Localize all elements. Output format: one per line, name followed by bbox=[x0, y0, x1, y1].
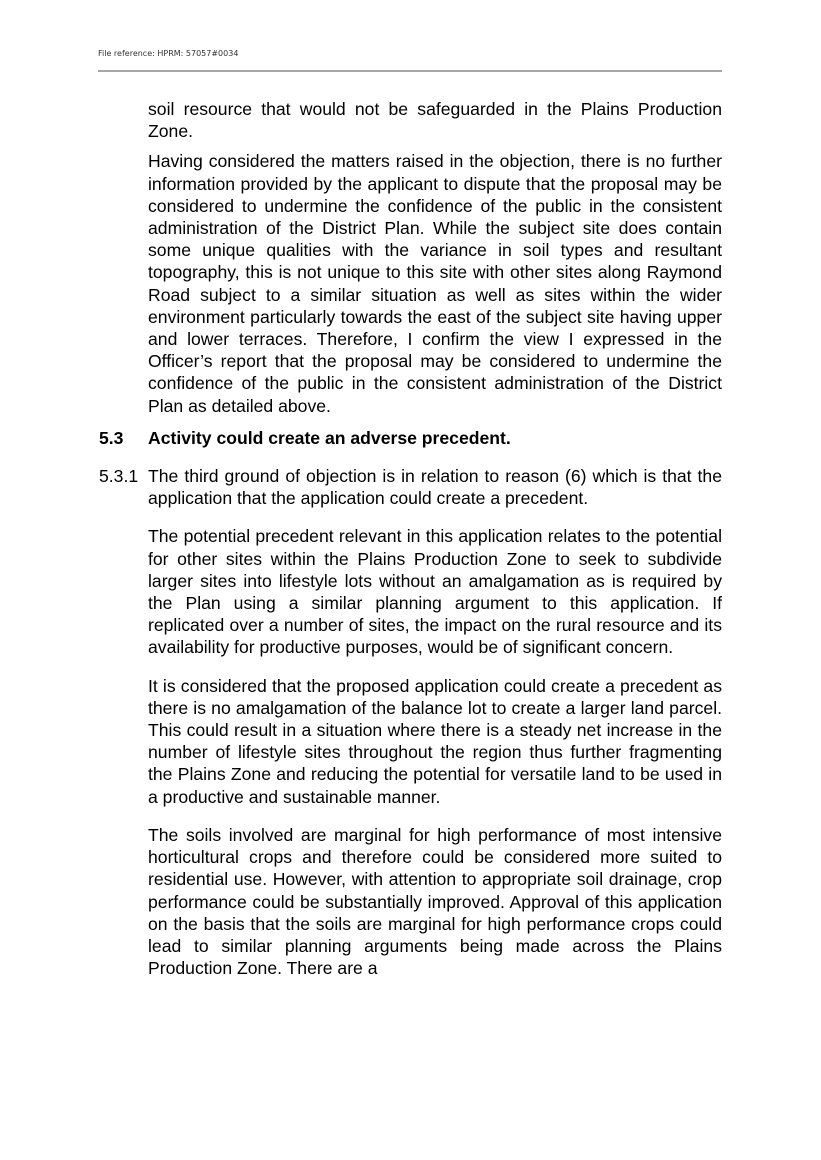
subsection-number: 5.3.1 bbox=[99, 466, 139, 487]
section-title: Activity could create an adverse precedent. bbox=[148, 427, 511, 448]
paragraph-considered-matters: Having considered the matters raised in the objection, there is no further information provided by the applicant to dispute that the proposal may be considered to undermine the confidence of the public in the consistent administration of the District Plan. While the subject site does contain some unique qualities with the variance in soil types and resultant topography, this is not unique to this site with other sites along Raymond Road subject to a similar situation as well as sites within the wider environment particularly towards the east of the subject site having upper and lower terraces. Therefore, I confirm the view I expressed in the Officer’s report that the proposal may be considered to undermine the confidence of the public in the consistent administration of the District Plan as detailed above. bbox=[148, 151, 722, 416]
paragraph-potential-precedent: The potential precedent relevant in this application relates to the potential for other sites within the Plains Production Zone to seek to subdivide larger sites into lifestyle lots without an amalgamation as is required by the Plan using a similar planning argument to this application. If replicated over a number of sites, the impact on the rural resource and its availability for productive purposes, would be of significant concern. bbox=[148, 526, 722, 658]
section-number: 5.3 bbox=[99, 427, 124, 448]
section-heading bbox=[99, 427, 722, 449]
paragraph-soil-resource: soil resource that would not be safeguarded in the Plains Production Zone. bbox=[148, 99, 722, 142]
subsection-text: The third ground of objection is in relation to reason (6) which is that the application that the application could create a precedent. bbox=[148, 466, 722, 509]
paragraph-soils-involved: The soils involved are marginal for high performance of most intensive horticultural crops and therefore could be considered more suited to residential use. However, with attention to appropriate soil drainage, crop performance could be substantially improved. Approval of this application on the basis that the soils are marginal for high performance crops could lead to similar planning arguments being made across the Plains Production Zone. There are a bbox=[148, 824, 722, 979]
document-body bbox=[99, 98, 722, 979]
header-divider bbox=[98, 70, 722, 72]
file-reference: File reference: HPRM: 57057#0034 bbox=[98, 49, 239, 58]
paragraph-proposed-application: It is considered that the proposed application could create a precedent as there is no amalgamation of the balance lot to create a larger land parcel. This could result in a situation where there is a steady net increase in the number of lifestyle sites throughout the region thus further fragmenting the Plains Zone and reducing the potential for versatile land to be used in a productive and sustainable manner. bbox=[148, 675, 722, 807]
subsection-5-3-1 bbox=[99, 465, 722, 509]
